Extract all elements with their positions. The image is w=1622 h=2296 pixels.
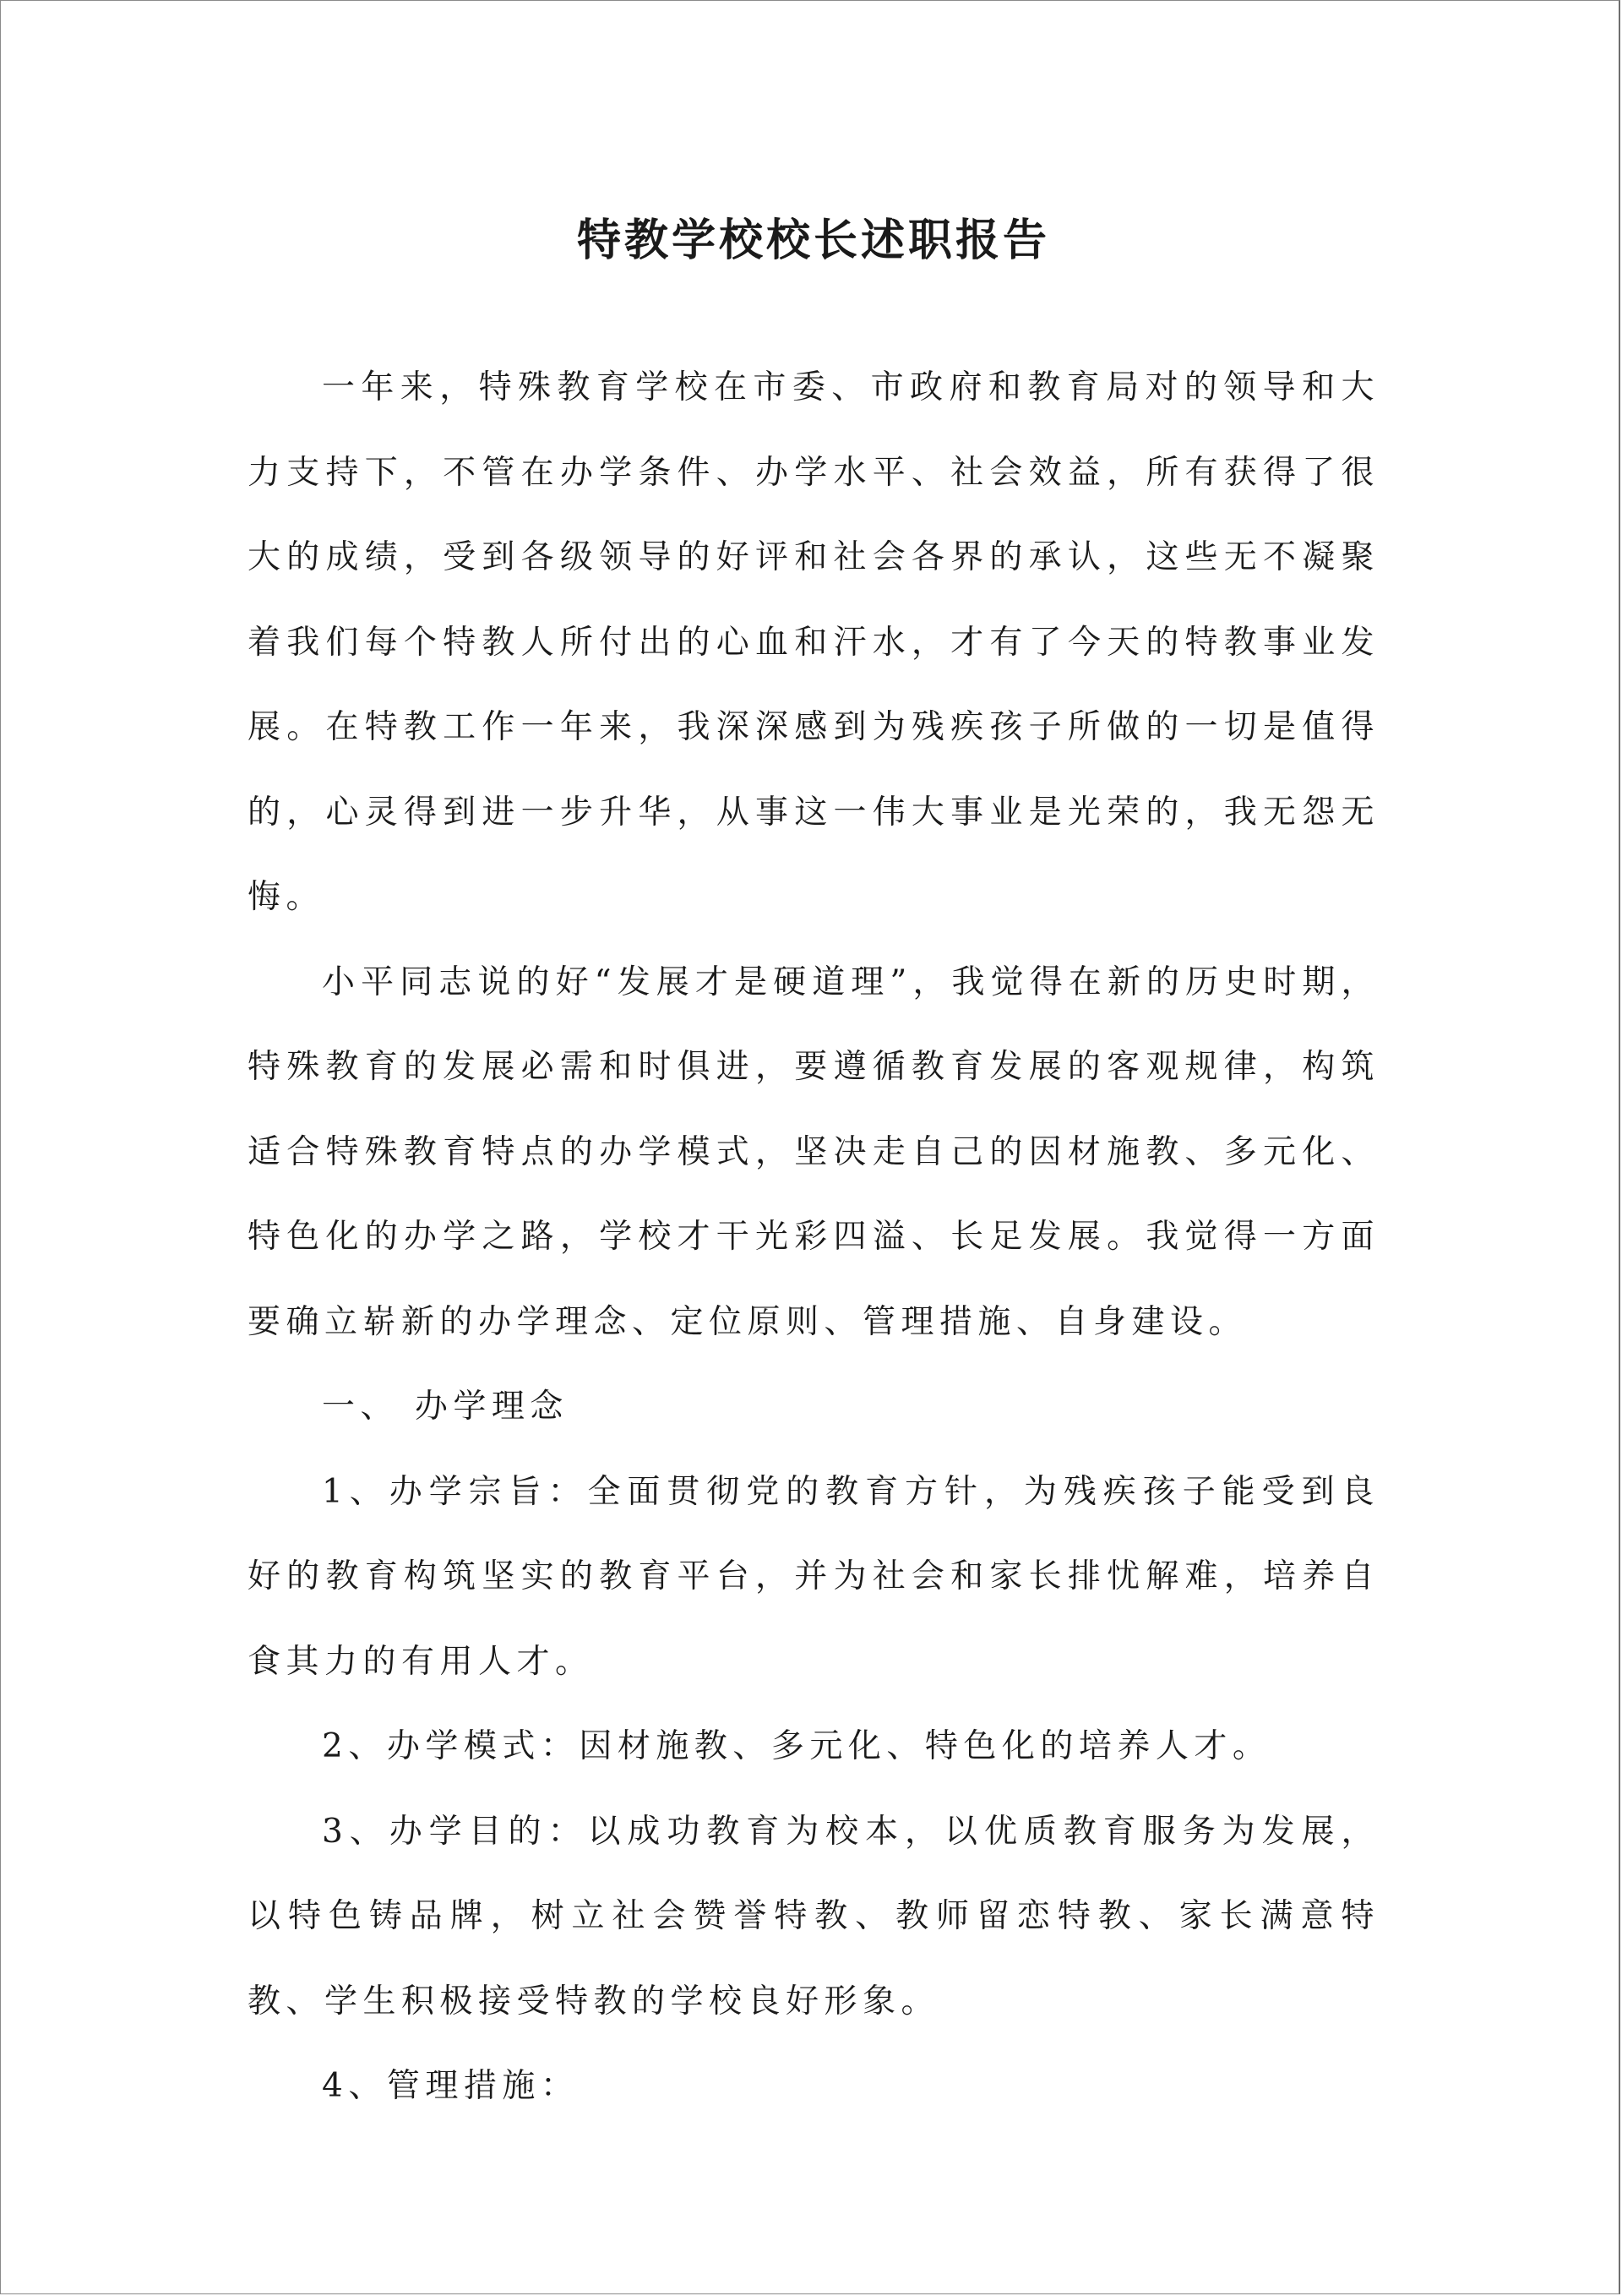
paragraph-goal: 3、办学目的：以成功教育为校本，以优质教育服务为发展，以特色铸品牌，树立社会赞誉特教、教师留恋特教、家长满意特教、学生积极接受特教的学校良好形象。: [248, 1812, 1380, 2021]
paragraph-mode: 2、办学模式：因材施教、多元化、特色化的培养人才。: [322, 1727, 1271, 1765]
paragraph-management: 4、管理措施：: [322, 2067, 580, 2105]
paragraph-intro: 一年来，特殊教育学校在市委、市政府和教育局对的领导和大力支持下，不管在办学条件、办学水平、社会效益，所有获得了很大的成绩，受到各级领导的好评和社会各界的承认，这些无不凝聚着我们每个特教人所付出的心血和汗水，才有了今天的特教事业发展。在特教工作一年来，我深深感到为残疾孩子所做的一切是值得的，心灵得到进一步升华，从事这一伟大事业是光荣的，我无怨无悔。: [248, 368, 1380, 916]
document-title: 特教学校校长述职报告: [576, 215, 1050, 266]
section-heading-philosophy: 一、 办学理念: [322, 1388, 569, 1426]
paragraph-purpose: 1、办学宗旨：全面贯彻党的教育方针，为残疾孩子能受到良好的教育构筑坚实的教育平台，并为社会和家长排忧解难，培养自食其力的有用人才。: [248, 1472, 1380, 1681]
document-body: [248, 346, 1380, 2130]
paragraph-development: 小平同志说的好“发展才是硬道理”，我觉得在新的历史时期，特殊教育的发展必需和时俱进，要遵循教育发展的客观规律，构筑适合特殊教育特点的办学模式，坚决走自己的因材施教、多元化、特色化的办学之路，学校才干光彩四溢、长足发展。我觉得一方面要确立崭新的办学理念、定位原则、管理措施、自身建设。: [248, 963, 1380, 1341]
